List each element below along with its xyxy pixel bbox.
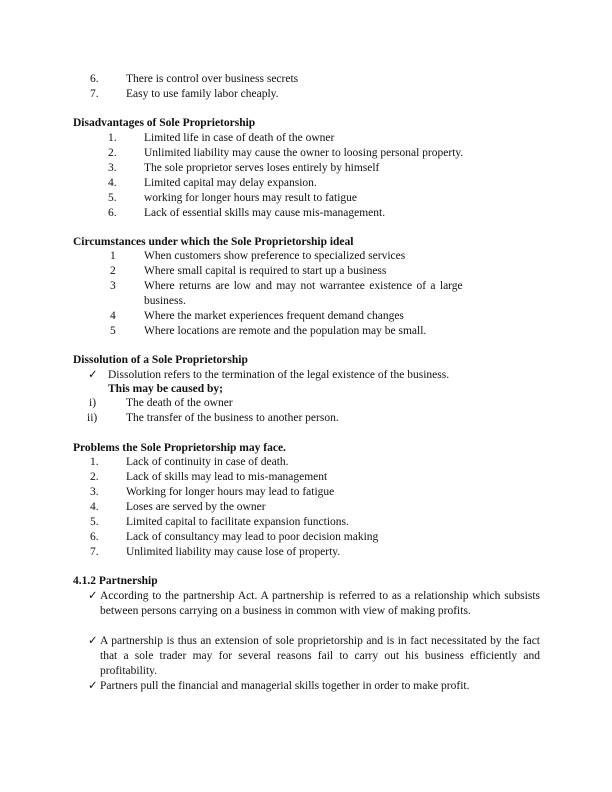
list-item: The transfer of the business to another person. — [126, 412, 339, 424]
list-number: 1 — [110, 250, 116, 262]
list-item: The sole proprietor serves loses entirely by himself — [144, 162, 380, 174]
list-item: Where returns are low and may not warrantee existence of a large — [144, 280, 463, 292]
list-number: 7. — [90, 546, 99, 558]
list-number: ii) — [87, 412, 98, 424]
section-heading: Dissolution of a Sole Proprietorship — [73, 354, 248, 366]
list-item: Where locations are remote and the population may be small. — [144, 325, 427, 337]
list-number: 6. — [90, 531, 99, 543]
list-item: When customers show preference to specialized services — [144, 250, 406, 262]
section-heading: Disadvantages of Sole Proprietorship — [73, 117, 256, 129]
list-item: The death of the owner — [126, 397, 233, 409]
list-item: Easy to use family labor cheaply. — [126, 88, 279, 100]
list-number: 6. — [90, 73, 99, 85]
bullet-paragraph: A partnership is thus an extension of sole proprietorship and is in fact necessitated by the fact that a sole trader may for several reasons fail to carry out his business efficiently and profitability. — [100, 635, 540, 677]
list-item: Lack of continuity in case of death. — [126, 456, 289, 468]
list-item: Unlimited liability may cause the owner to loosing personal property. — [144, 147, 464, 159]
list-number: 1. — [108, 132, 117, 144]
section-heading: 4.1.2 Partnership — [73, 575, 158, 587]
list-number: 4. — [108, 177, 117, 189]
checkmark-icon: ✓ — [88, 369, 98, 381]
list-item: Limited capital may delay expansion. — [144, 177, 317, 189]
list-item-continuation: business. — [144, 295, 186, 307]
list-number: 3. — [108, 162, 117, 174]
list-number: 1. — [90, 456, 99, 468]
list-item: Where the market experiences frequent demand changes — [144, 310, 404, 322]
list-item: There is control over business secrets — [126, 73, 299, 85]
bullet-paragraph: According to the partnership Act. A partnership is referred to as a relationship which subsists between persons carrying on a business in common with view of making profits. — [100, 590, 540, 617]
section-heading: Problems the Sole Proprietorship may face. — [73, 442, 286, 454]
list-item: Limited capital to facilitate expansion functions. — [126, 516, 349, 528]
list-number: 5. — [90, 516, 99, 528]
list-item: Lack of essential skills may cause mis-management. — [144, 207, 386, 219]
list-item: Working for longer hours may lead to fatigue — [126, 486, 335, 498]
list-number: 2. — [108, 147, 117, 159]
list-number: i) — [89, 397, 97, 409]
list-item: Lack of skills may lead to mis-management — [126, 471, 328, 483]
list-number: 2 — [110, 265, 116, 277]
list-item: Where small capital is required to start up a business — [144, 265, 387, 277]
list-number: 5. — [108, 192, 117, 204]
caused-by-label: This may be caused by; — [108, 383, 224, 395]
list-number: 3 — [110, 280, 116, 292]
checkmark-icon: ✓ — [88, 635, 98, 647]
list-item: working for longer hours may result to fatigue — [144, 192, 358, 204]
list-number: 4. — [90, 501, 99, 513]
list-item: Loses are served by the owner — [126, 501, 266, 513]
list-item: Limited life in case of death of the owner — [144, 132, 335, 144]
dissolution-definition: Dissolution refers to the termination of the legal existence of the business. — [108, 369, 450, 381]
bullet-paragraph: Partners pull the financial and managerial skills together in order to make profit. — [100, 680, 470, 692]
section-heading: Circumstances under which the Sole Proprietorship ideal — [73, 236, 354, 248]
checkmark-icon: ✓ — [88, 590, 98, 602]
checkmark-icon: ✓ — [88, 680, 98, 692]
list-number: 7. — [90, 88, 99, 100]
list-item: Lack of consultancy may lead to poor decision making — [126, 531, 379, 543]
list-item: Unlimited liability may cause lose of property. — [126, 546, 341, 558]
list-number: 4 — [110, 310, 116, 322]
list-number: 5 — [110, 325, 116, 337]
list-number: 2. — [90, 471, 99, 483]
list-number: 3. — [90, 486, 99, 498]
list-number: 6. — [108, 207, 117, 219]
